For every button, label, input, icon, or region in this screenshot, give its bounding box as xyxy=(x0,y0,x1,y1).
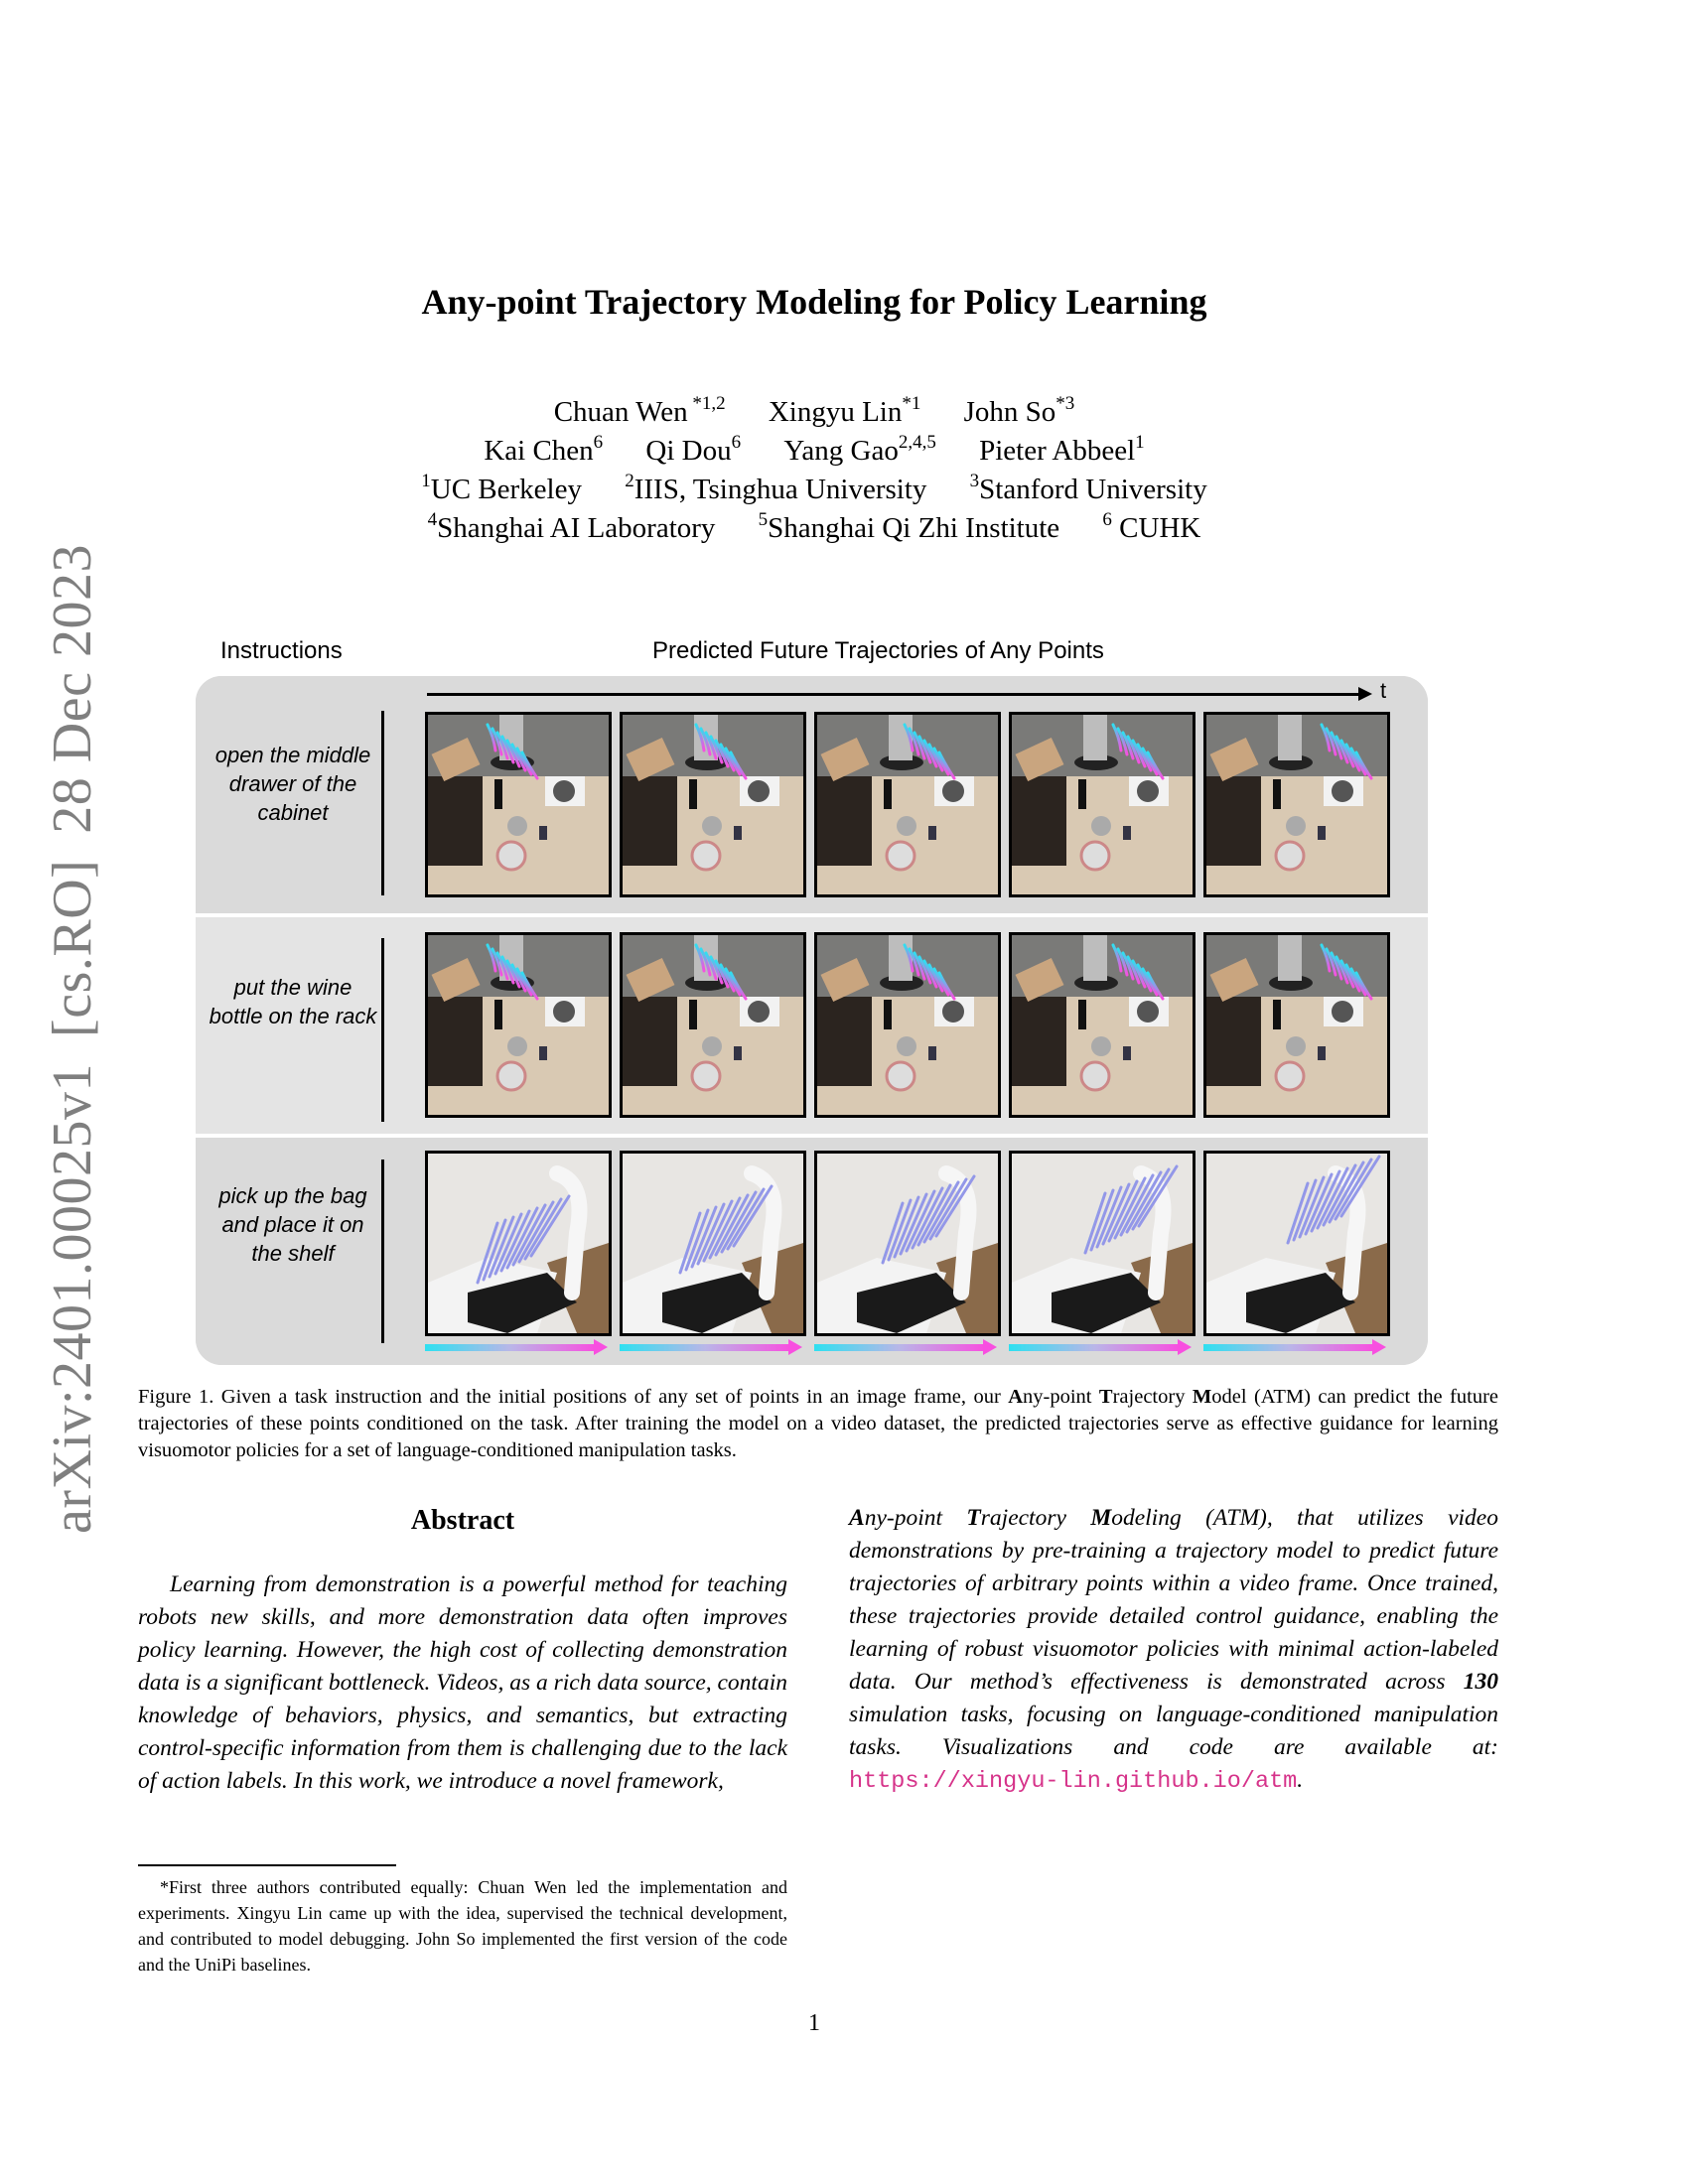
simulation-frame-image xyxy=(814,932,1001,1118)
affiliation: $^3$Stanford University xyxy=(969,471,1207,505)
author: John So$^{*3}$ xyxy=(963,393,1075,428)
time-axis-label: t xyxy=(1380,678,1387,703)
real-robot-frame-image xyxy=(814,1151,1001,1336)
arxiv-date: 28 Dec 2023 xyxy=(42,544,103,834)
instruction-text: open the middle drawer of the cabinet xyxy=(214,743,371,825)
author-line-2 xyxy=(0,432,1628,471)
abstract-right-column: Any-point Trajectory Modeling (ATM), that utilizes video demonstrations by pre-training a trajectory model to predict future trajectories of arbitrary points within a video frame. Once trained, these trajectories provide detailed control guidance, enabling the learning of robust visuomotor policies with minimal action-labeled data. Our method’s effectiveness is demonstrated across 130 simulation tasks, focusing on language-conditioned manipulation tasks. Visualizations and code are available at: https://xingyu-lin.github.io/atm. xyxy=(849,1505,1498,1795)
abstract-left-column: Learning from demonstration is a powerful method for teaching robots new skills, and more demonstration data often improves policy learning. However, the high cost of collecting demonstration data is a significant bottleneck. Videos, as a rich data source, contain knowledge of behaviors, physics, and semantics, but extracting control-specific information from them is challenging due to the lack of action labels. In this work, we introduce a novel framework, xyxy=(138,1571,787,1794)
affiliation: $^1$UC Berkeley xyxy=(421,471,582,505)
affiliation: $^6$ CUHK xyxy=(1102,509,1201,544)
abstract-heading: Abstract xyxy=(410,1505,515,1536)
real-robot-frame-image xyxy=(425,1151,612,1336)
simulation-frame-image xyxy=(425,712,612,897)
simulation-frame-image xyxy=(1203,712,1390,897)
author: Yang Gao$^{2,4,5}$ xyxy=(783,432,936,467)
arxiv-category: [cs.RO] xyxy=(42,859,103,1037)
gradient-time-arrow-icon xyxy=(620,1340,804,1354)
author: Chuan Wen $^{*1,2}$ xyxy=(553,393,726,428)
real-robot-frame-image xyxy=(620,1151,806,1336)
author: Kai Chen$^6$ xyxy=(484,432,604,467)
affiliation-line-1 xyxy=(0,471,1628,509)
figure-instructions-header: Instructions xyxy=(220,637,343,664)
instruction-divider xyxy=(381,938,384,1122)
footnote: *First three authors contributed equally: Chuan Wen led the implementation and experiments. Xingyu Lin came up with the idea, supervised the technical development, and contributed to model debugging. John So implemented the first version of the code and the UniPi baselines. xyxy=(138,1877,787,1975)
figure-caption: Figure 1. Given a task instruction and the initial positions of any set of points in an image frame, our Any-point Trajectory Model (ATM) can predict the future trajectories of these points conditioned on the task. After training the model on a video dataset, the predicted trajectories serve as effective guidance for learning visuomotor policies for a set of language-conditioned manipulation tasks. xyxy=(138,1386,1498,1461)
time-axis-arrow-icon xyxy=(1358,687,1372,701)
arxiv-id: arXiv:2401.00025v1 xyxy=(42,1062,103,1534)
affiliation: $^2$IIIS, Tsinghua University xyxy=(625,471,927,505)
figure-trajectories-header: Predicted Future Trajectories of Any Points xyxy=(652,637,1104,664)
footnote-rule xyxy=(138,1864,396,1866)
author: Pieter Abbeel$^1$ xyxy=(979,432,1145,467)
affiliation: $^4$Shanghai AI Laboratory xyxy=(427,509,716,544)
simulation-frame-image xyxy=(620,712,806,897)
author-block xyxy=(0,393,1628,548)
instruction-divider xyxy=(381,711,384,895)
paper-title: Any-point Trajectory Modeling for Policy Learning xyxy=(421,282,1207,322)
affiliation-line-2 xyxy=(0,509,1628,548)
simulation-frame-image xyxy=(425,932,612,1118)
simulation-frame-image xyxy=(620,932,806,1118)
instruction-text: pick up the bag and place it on the shelf xyxy=(218,1183,367,1266)
gradient-time-arrow-icon xyxy=(814,1340,999,1354)
instruction-divider xyxy=(381,1160,384,1343)
simulation-frame-image xyxy=(1203,932,1390,1118)
author: Xingyu Lin$^{*1}$ xyxy=(768,393,921,428)
instruction-text: put the wine bottle on the rack xyxy=(209,975,377,1028)
real-robot-frame-image xyxy=(1203,1151,1390,1336)
project-url-link[interactable]: https://xingyu-lin.github.io/atm xyxy=(849,1768,1298,1795)
gradient-time-arrow-icon xyxy=(1203,1340,1388,1354)
real-robot-frame-image xyxy=(1009,1151,1196,1336)
gradient-time-arrow-icon xyxy=(1009,1340,1194,1354)
page-number: 1 xyxy=(808,2010,820,2036)
author-line-1 xyxy=(0,393,1628,432)
simulation-frame-image xyxy=(814,712,1001,897)
gradient-time-arrow-icon xyxy=(425,1340,610,1354)
time-axis-line xyxy=(427,693,1360,696)
arxiv-stamp xyxy=(38,544,107,1534)
affiliation: $^5$Shanghai Qi Zhi Institute xyxy=(758,509,1060,544)
simulation-frame-image xyxy=(1009,712,1196,897)
simulation-frame-image xyxy=(1009,932,1196,1118)
author: Qi Dou$^6$ xyxy=(645,432,742,467)
